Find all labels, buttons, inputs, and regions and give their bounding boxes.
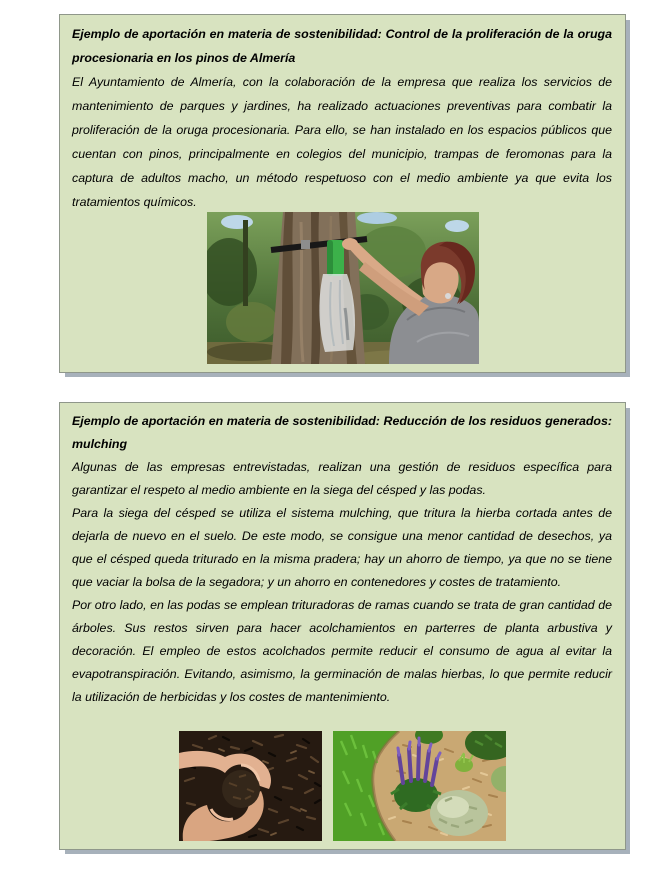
mulched-garden-bed-photo — [333, 731, 506, 841]
photo-row — [60, 731, 625, 841]
callout-paragraph: El Ayuntamiento de Almería, con la colaboración de la empresa que realiza los servicios de mantenimiento de parques y jardines, ha realizado actuaciones preventivas para combatir la proliferación de la oruga procesionaria. Para ello, se han instalado en los espacios públicos que cuentan con pinos, principalmente en colegios del municipio, trampas de feromonas para la captura de adultos macho, un método respetuoso con el medio ambiente ya que evita los tratamientos químicos. — [72, 75, 612, 209]
callout-title: Ejemplo de aportación en materia de sostenibilidad: Control de la proliferación de la oruga procesionaria en los pinos de Almería — [72, 27, 612, 65]
pheromone-trap-installation-photo — [207, 212, 479, 364]
silver-shrub — [430, 790, 488, 836]
callout-title: Ejemplo de aportación en materia de sostenibilidad: Reducción de los residuos generados: mulching — [72, 414, 612, 451]
trap-plastic-bag — [319, 274, 355, 352]
document-page — [0, 14, 664, 850]
strap-buckle — [301, 240, 310, 249]
callout-paragraph: Algunas de las empresas entrevistadas, realizan una gestión de residuos específica para garantizar el respeto al medio ambiente en la siega del césped y las podas. — [72, 460, 612, 497]
callout-procesionaria — [59, 14, 626, 373]
earring — [445, 293, 451, 299]
callout-mulching — [59, 402, 626, 850]
callout-paragraph: Por otro lado, en las podas se emplean trituradoras de ramas cuando se trata de gran cantidad de árboles. Sus restos sirven para hacer acolchamientos en parterres de planta arbustiva y decoración. El empleo de estos acolchados permite reducir el consumo de agua al evitar la evapotranspiración. Evitando, asimismo, la germinación de malas hierbas, lo que permite reducir la utilización de herbicidas y los costes de mantenimiento. — [72, 598, 612, 704]
callout-paragraph: Para la siega del césped se utiliza el sistema mulching, que tritura la hierba cortada antes de dejarla de nuevo en el suelo. De este modo, se consigue una menor cantidad de desechos, ya que el césped queda triturado en la misma pradera; hay un ahorro de tiempo, ya que no se tiene que vaciar la bolsa de la segadora; y un ahorro en contenedores y costes de tratamiento. — [72, 506, 612, 589]
hands-holding-mulch-photo — [179, 731, 322, 841]
photo-row — [60, 212, 625, 364]
